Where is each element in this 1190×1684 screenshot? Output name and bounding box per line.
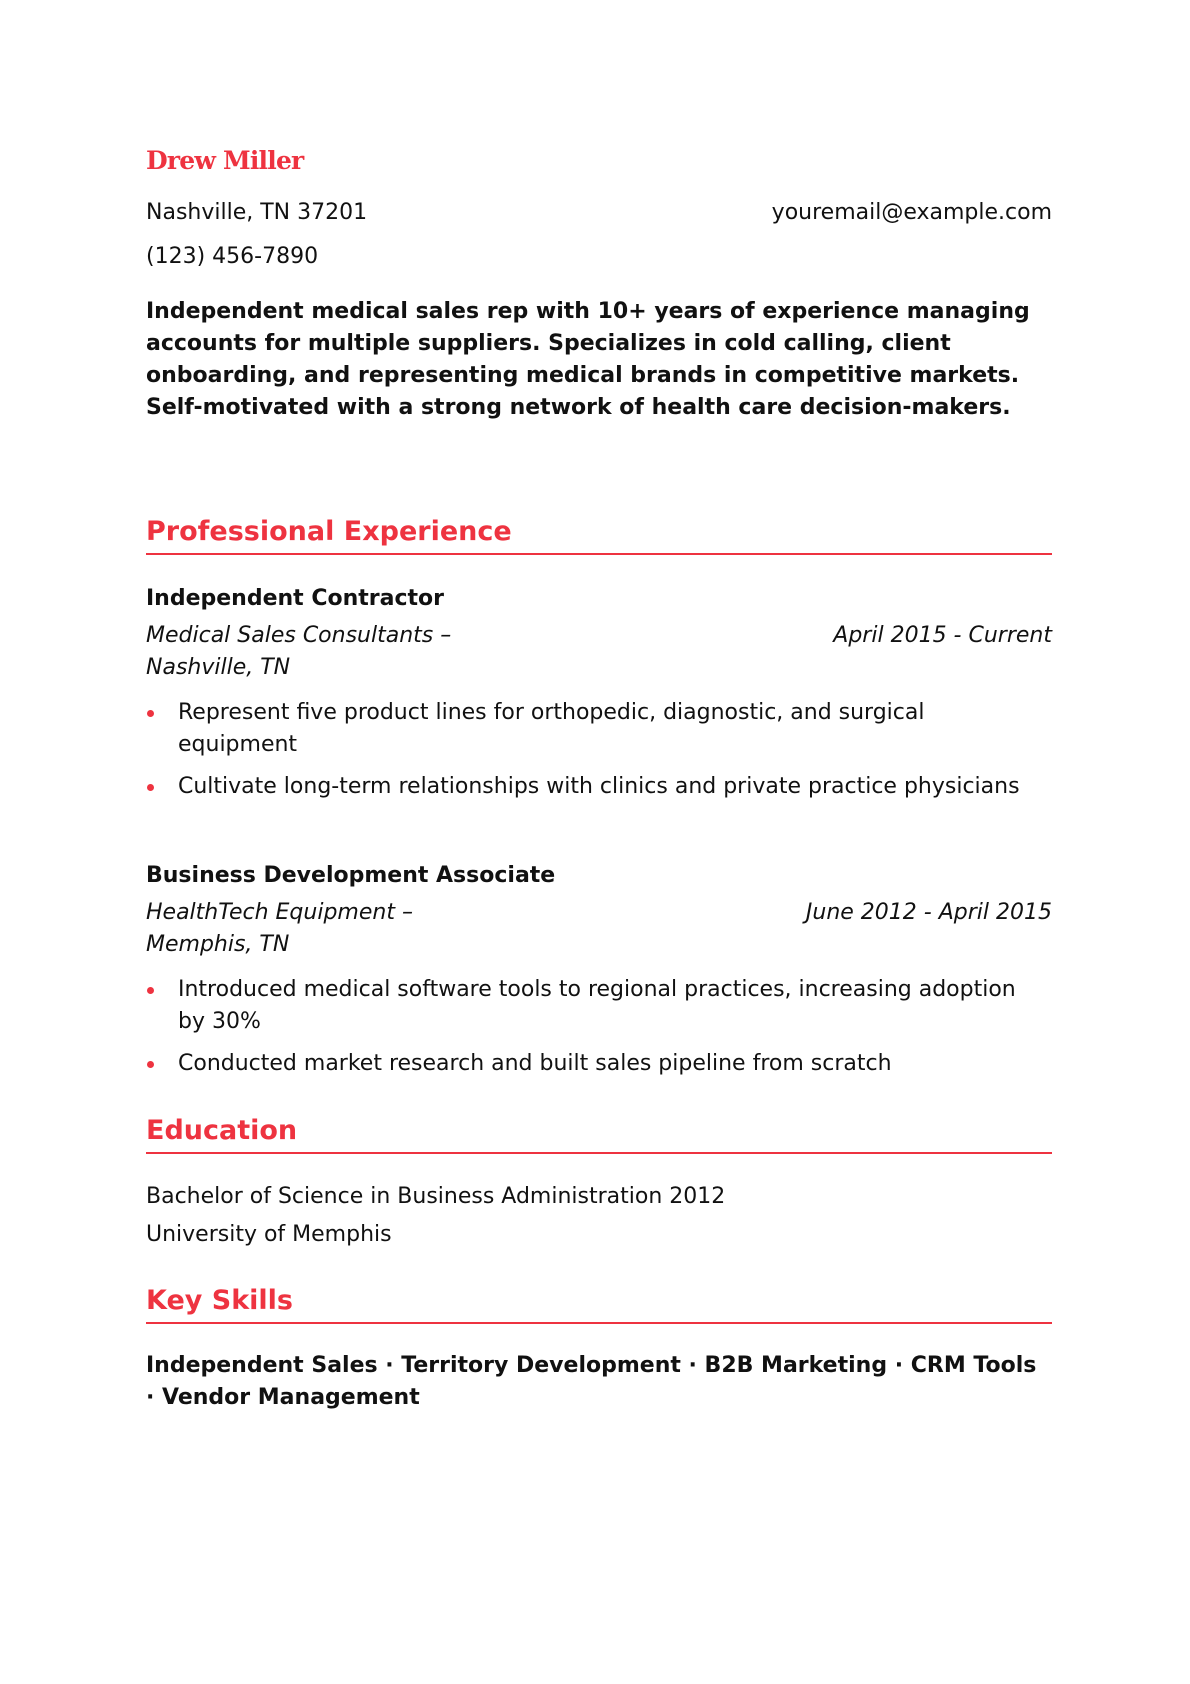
email-link[interactable]: youremail@example.com	[771, 200, 1052, 225]
job-bullets	[146, 697, 1052, 813]
job-dates: April 2015 - Current	[833, 623, 1052, 648]
contact-row-1	[146, 198, 1052, 228]
phone: (123) 456-7890	[146, 244, 319, 269]
job-meta	[146, 897, 1052, 961]
bullet-text: Cultivate long-term relationships with clinics and private practice physicians	[178, 774, 1020, 799]
job-dates: June 2012 - April 2015	[805, 900, 1052, 925]
job-company: Medical Sales Consultants – Nashville, TN	[146, 623, 452, 680]
list-item	[146, 771, 1028, 803]
job-company: HealthTech Equipment – Memphis, TN	[146, 900, 413, 957]
location: Nashville, TN 37201	[146, 200, 368, 225]
job-title: Independent Contractor	[146, 586, 445, 611]
job-bullets	[146, 974, 1052, 1090]
bullet-icon	[147, 784, 154, 791]
section-heading-skills: Key Skills	[146, 1284, 1052, 1324]
job-title: Business Development Associate	[146, 863, 556, 888]
list-item	[146, 697, 1028, 761]
bullet-text: Introduced medical software tools to regional practices, increasing adoption by 30%	[178, 977, 1016, 1034]
candidate-name: Drew Miller	[146, 146, 304, 175]
job-meta	[146, 620, 1052, 684]
section-heading-education: Education	[146, 1114, 1052, 1154]
bullet-icon	[147, 1061, 154, 1068]
bullet-icon	[147, 710, 154, 717]
bullet-text: Conducted market research and built sales pipeline from scratch	[178, 1051, 892, 1076]
education-school: University of Memphis	[146, 1222, 392, 1247]
list-item	[146, 974, 1028, 1038]
section-heading-experience: Professional Experience	[146, 515, 1052, 555]
skills-list: Independent Sales · Territory Development · B2B Marketing · CRM Tools · Vendor Management	[146, 1353, 1037, 1410]
list-item	[146, 1048, 1028, 1080]
bullet-text: Represent five product lines for orthopedic, diagnostic, and surgical equipment	[178, 700, 925, 757]
education-degree: Bachelor of Science in Business Administration 2012	[146, 1184, 726, 1209]
bullet-icon	[147, 987, 154, 994]
professional-summary: Independent medical sales rep with 10+ years of experience managing accounts for multiple suppliers. Specializes in cold calling, client onboarding, and representing medical brands in competitive markets. Self-motivated with a strong network of health care decision-makers.	[146, 299, 1030, 420]
contact-row-2	[146, 242, 1052, 272]
